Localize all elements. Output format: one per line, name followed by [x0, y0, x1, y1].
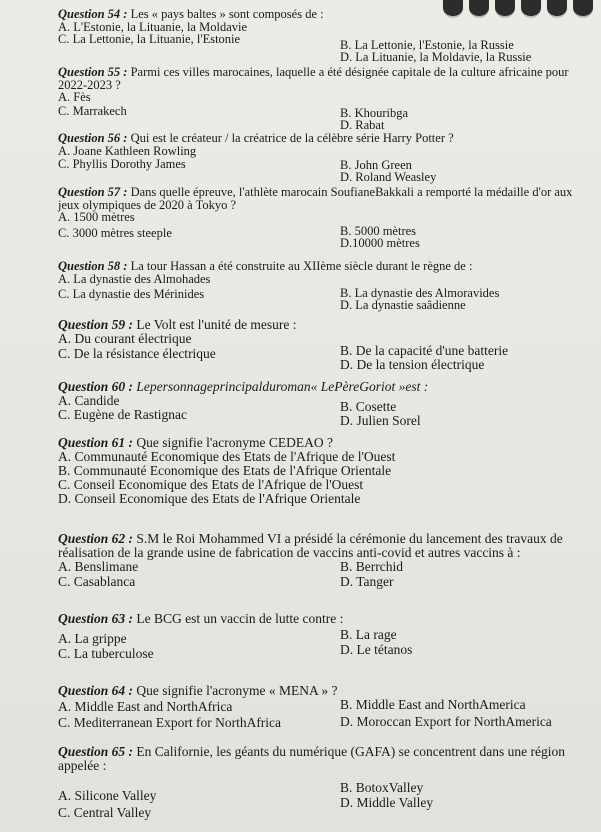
option-b: B. Cosette [340, 399, 397, 414]
question-text: Lepersonnageprincipalduroman« LePèreGoriot »est : [136, 379, 429, 394]
question-number: Question 63 : [58, 611, 134, 626]
question-number: Question 54 : [58, 7, 128, 21]
option-a: A. Candide [58, 393, 120, 408]
option-a: A. Communauté Economique des Etats de l'Afrique de l'Ouest [58, 449, 396, 464]
option-b: B. Khouribga [340, 106, 409, 120]
question-56 [58, 132, 583, 185]
option-c: C. De la résistance électrique [58, 346, 216, 361]
option-a: A. Joane Kathleen Rowling [58, 143, 197, 158]
option-a: A. 1500 mètres [58, 210, 135, 224]
question-58 [58, 260, 583, 313]
option-c: C. La tuberculose [58, 646, 154, 661]
option-b: B. BotoxValley [340, 780, 424, 795]
option-c: C. Casablanca [58, 574, 136, 589]
option-b: B. 5000 mètres [340, 224, 417, 238]
question-number: Question 65 : [58, 744, 134, 759]
question-text: Que signifie l'acronyme CEDEAO ? [136, 435, 334, 450]
option-b: B. De la capacité d'une batterie [340, 343, 509, 358]
option-d: D. La Lituanie, la Moldavie, la Russie [340, 49, 532, 64]
question-text: Le Volt est l'unité de mesure : [136, 317, 297, 332]
question-number: Question 58 : [58, 259, 128, 273]
option-d: D. Middle Valley [340, 795, 434, 810]
option-c: C. La Lettonie, la Lituanie, l'Estonie [58, 31, 241, 46]
option-a: A. Silicone Valley [58, 788, 157, 803]
option-b: B. La Lettonie, l'Estonie, la Russie [340, 37, 514, 52]
option-a: A. L'Estonie, la Lituanie, la Moldavie [58, 19, 248, 34]
option-d: D. Tanger [340, 574, 394, 589]
question-text: Le BCG est un vaccin de lutte contre : [136, 611, 344, 626]
question-number: Question 62 : [58, 531, 134, 546]
option-b: B. Middle East and NorthAmerica [340, 697, 526, 712]
question-number: Question 61 : [58, 435, 134, 450]
option-b: B. Berrchid [340, 559, 403, 574]
question-number: Question 57 : [58, 185, 128, 199]
option-b: B. John Green [340, 157, 412, 172]
option-c: C. La dynastie des Mérinides [58, 286, 205, 301]
option-d: D. La dynastie saâdienne [340, 297, 466, 312]
option-c: C. Eugène de Rastignac [58, 407, 187, 422]
option-a: A. Du courant électrique [58, 331, 192, 346]
question-text: La tour Hassan a été construite au XIIème siècle durant le règne de : [130, 259, 473, 273]
option-c: C. Conseil Economique des Etats de l'Afrique de l'Ouest [58, 477, 364, 492]
question-55 [58, 66, 583, 131]
question-text: S.M le Roi Mohammed VI a présidé la cérémonie du lancement des travaux de réalisation de la grande usine de fabrication de vaccins anti-covid et autres vaccins à : [58, 531, 563, 560]
option-c: C. Phyllis Dorothy James [58, 156, 186, 171]
question-number: Question 55 : [58, 65, 128, 79]
option-a: A. Fès [58, 90, 91, 104]
question-57 [58, 186, 583, 251]
question-number: Question 64 : [58, 683, 134, 698]
option-d: D. Julien Sorel [340, 413, 421, 428]
question-60 [58, 380, 583, 434]
option-a: A. Benslimane [58, 559, 139, 574]
option-b: B. Communauté Economique des Etats de l'Afrique Orientale [58, 463, 392, 478]
option-d: D. Rabat [340, 118, 385, 132]
option-d: D. De la tension électrique [340, 357, 485, 372]
question-text: Dans quelle épreuve, l'athlète marocain SoufianeBakkali a remporté la médaille d'or aux jeux olympiques de 2020 à Tokyo ? [58, 185, 573, 212]
question-54 [58, 7, 583, 64]
question-text: Que signifie l'acronyme « MENA » ? [136, 683, 338, 698]
question-text: Les « pays baltes » sont composés de : [130, 7, 324, 21]
question-64 [58, 684, 583, 738]
question-text: En Californie, les géants du numérique (GAFA) se concentrent dans une région appelée : [58, 744, 566, 773]
option-c: C. Mediterranean Export for NorthAfrica [58, 715, 282, 730]
question-number: Question 56 : [58, 131, 128, 145]
option-a: A. La grippe [58, 631, 127, 646]
question-number: Question 59 : [58, 317, 134, 332]
question-59 [58, 318, 583, 372]
question-number: Question 60 : [58, 379, 134, 394]
option-c: C. Central Valley [58, 805, 152, 820]
question-63 [58, 612, 583, 666]
option-d: D. Moroccan Export for NorthAmerica [340, 714, 552, 729]
option-c: C. 3000 mètres steeple [58, 226, 172, 240]
option-a: A. La dynastie des Almohades [58, 271, 211, 286]
option-d: D.10000 mètres [340, 236, 420, 250]
option-a: A. Middle East and NorthAfrica [58, 699, 233, 714]
question-62 [58, 532, 583, 600]
question-text: Qui est le créateur / la créatrice de la célèbre série Harry Potter ? [130, 131, 454, 145]
question-65 [58, 744, 583, 820]
question-text: Parmi ces villes marocaines, laquelle a été désignée capitale de la culture africaine pour 2022-2023 ? [58, 65, 569, 92]
option-d: D. Roland Weasley [340, 169, 437, 184]
option-b: B. La dynastie des Almoravides [340, 285, 500, 300]
option-c: C. Marrakech [58, 104, 127, 118]
question-61 [58, 436, 583, 506]
option-d: D. Le tétanos [340, 642, 413, 657]
option-d: D. Conseil Economique des Etats de l'Afrique Orientale [58, 491, 361, 506]
option-b: B. La rage [340, 627, 397, 642]
